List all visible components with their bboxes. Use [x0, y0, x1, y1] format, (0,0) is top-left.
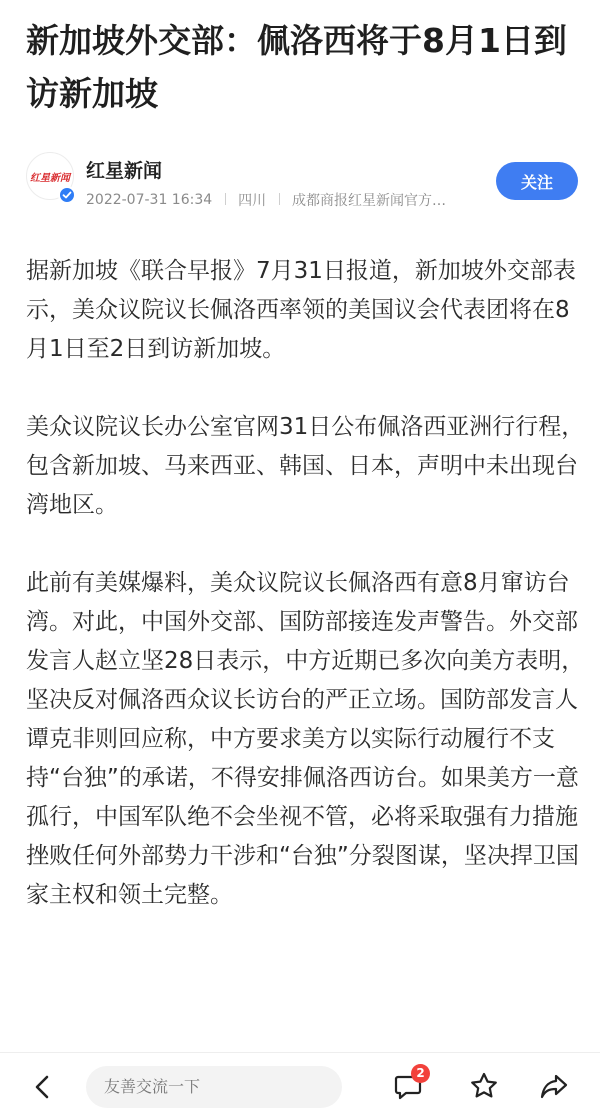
source-name[interactable]: 红星新闻	[86, 160, 163, 182]
article-paragraph: 此前有美媒爆料，美众议院议长佩洛西有意8月窜访台湾。对此，中国外交部、国防部接连发声警告。外交部发言人赵立坚28日表示，中方近期已多次向美方表明，坚决反对佩洛西众议长访台的严正立场。国防部发言人谭克非则回应称，中方要求美方以实际行动履行不支持“台独”的承诺，不得安排佩洛西访台。如果美方一意孤行，中国军队绝不会坐视不管，必将采取强有力措施挫败任何外部势力干涉和“台独”分裂图谋，坚决捍卫国家主权和领土完整。	[26, 570, 585, 908]
verified-badge-icon	[58, 186, 76, 204]
comment-count-badge: 2	[411, 1064, 430, 1083]
article-paragraph: 美众议院议长办公室官网31日公布佩洛西亚洲行行程，包含新加坡、马来西亚、韩国、日本，声明中未出现台湾地区。	[26, 414, 585, 518]
article-paragraph: 据新加坡《联合早报》7月31日报道，新加坡外交部表示，美众议院议长佩洛西率领的美国议会代表团将在8月1日至2日到访新加坡。	[26, 258, 576, 362]
source-description: 成都商报红星新闻官方…	[291, 193, 446, 209]
share-button[interactable]	[538, 1070, 570, 1102]
meta-divider	[225, 193, 226, 205]
article-body	[26, 252, 588, 954]
avatar-logo-text: 红星新闻	[30, 173, 70, 184]
back-button[interactable]	[28, 1072, 58, 1102]
publish-location: 四川	[238, 193, 267, 209]
article-meta	[86, 190, 446, 210]
bottom-action-bar	[0, 1052, 600, 1119]
chevron-left-icon	[28, 1072, 58, 1102]
meta-divider	[279, 193, 280, 205]
author-row	[26, 152, 578, 214]
publish-date: 2022-07-31 16:34	[86, 192, 213, 208]
article-title: 新加坡外交部：佩洛西将于8月1日到访新加坡	[26, 21, 567, 113]
share-icon	[538, 1070, 570, 1102]
follow-button[interactable]: 关注	[496, 162, 578, 200]
comment-input[interactable]: 友善交流一下	[86, 1066, 342, 1108]
star-icon	[468, 1070, 500, 1102]
favorite-button[interactable]	[468, 1070, 500, 1102]
